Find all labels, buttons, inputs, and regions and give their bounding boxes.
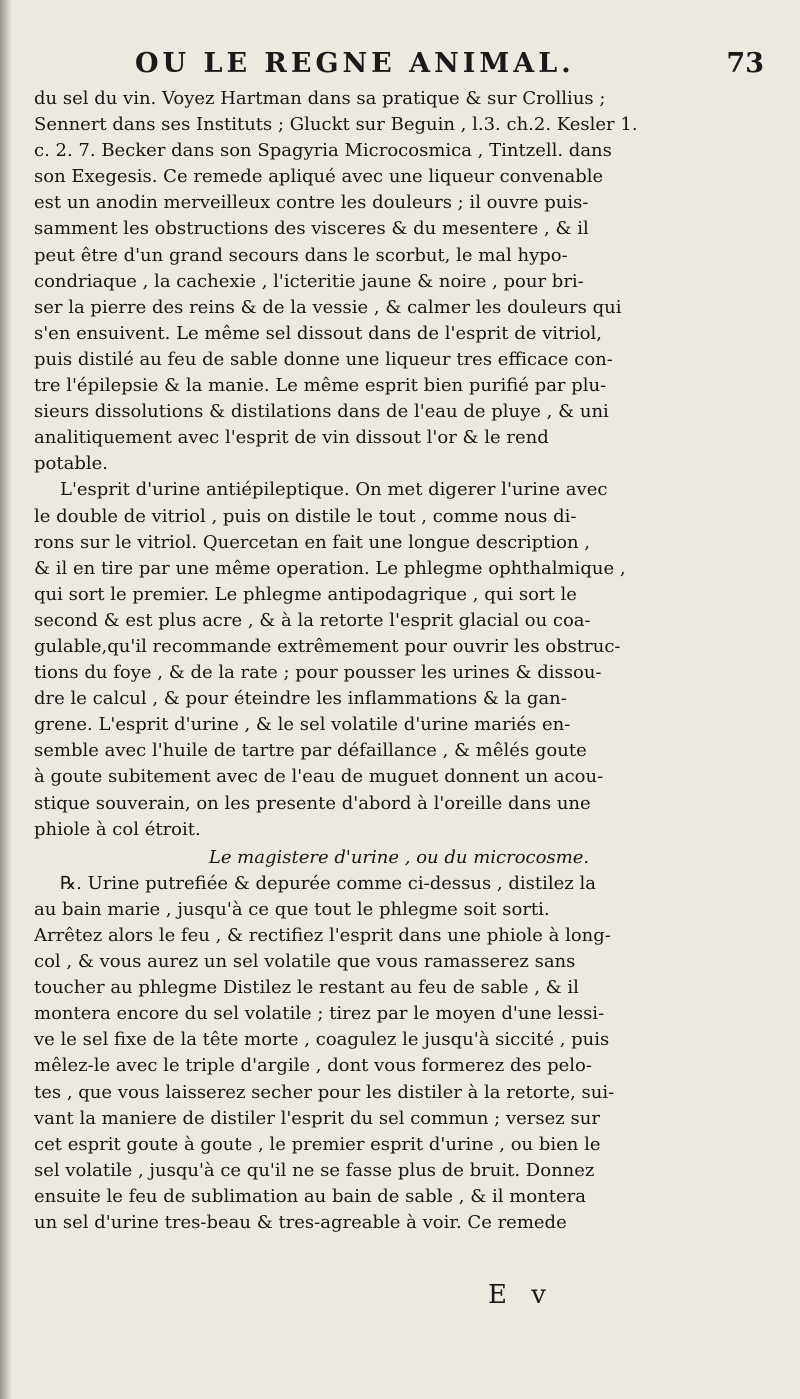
text-line: Sennert dans ses Instituts ; Gluckt sur Beguin , l.3. ch.2. Kesler 1.: [34, 114, 638, 136]
text-line: peut être d'un grand secours dans le scorbut, le mal hypo-: [34, 244, 568, 266]
section-heading: Le magistere d'urine , ou du microcosme.: [208, 846, 590, 868]
text-line: second & est plus acre , & à la retorte l'esprit glacial ou coa-: [34, 609, 591, 631]
text-line: puis distilé au feu de sable donne une liqueur tres efficace con-: [34, 348, 613, 370]
text-line: condriaque , la cachexie , l'icteritie jaune & noire , pour bri-: [34, 270, 584, 292]
text-line: le double de vitriol , puis on distile le tout , comme nous di-: [34, 505, 577, 527]
text-line: qui sort le premier. Le phlegme antipodagrique , qui sort le: [34, 583, 577, 605]
running-head: OU LE REGNE ANIMAL.: [135, 48, 575, 79]
text-line: vant la maniere de distiler l'esprit du sel commun ; versez sur: [34, 1107, 600, 1129]
text-line: dre le calcul , & pour éteindre les inflammations & la gan-: [34, 688, 567, 710]
text-line: mêlez-le avec le triple d'argile , dont vous formerez des pelo-: [34, 1055, 592, 1077]
text-line: Arrêtez alors le feu , & rectifiez l'esprit dans une phiole à long-: [34, 925, 611, 946]
body-text: [34, 86, 764, 1236]
page-number: 73: [726, 48, 764, 79]
text-line: analitiquement avec l'esprit de vin dissout l'or & le rend: [34, 427, 549, 449]
text-line: semble avec l'huile de tartre par défaillance , & mêlés goute: [34, 740, 587, 762]
text-line: rons sur le vitriol. Quercetan en fait une longue description ,: [34, 531, 591, 553]
text-line: montera encore du sel volatile ; tirez par le moyen d'une lessi-: [34, 1003, 605, 1025]
text-line: toucher au phlegme Distilez le restant au feu de sable , & il: [34, 977, 579, 999]
text-line: tions du foye , & de la rate ; pour pousser les urines & dissou-: [34, 662, 602, 684]
page-edge-shadow: [0, 0, 12, 1399]
text-line: un sel d'urine tres-beau & tres-agreable à voir. Ce remede: [34, 1212, 567, 1234]
text-line: est un anodin merveilleux contre les douleurs ; il ouvre puis-: [34, 192, 589, 214]
text-line: sel volatile , jusqu'à ce qu'il ne se fasse plus de bruit. Donnez: [34, 1159, 595, 1181]
text-line: L'esprit d'urine antiépileptique. On met digerer l'urine avec: [60, 479, 608, 501]
catchword: E v: [488, 1280, 554, 1310]
text-line: & il en tire par une même operation. Le phlegme ophthalmique ,: [34, 557, 626, 579]
text-line: ve le sel fixe de la tête morte , coagulez le jusqu'à siccité , puis: [34, 1029, 610, 1051]
text-line: sieurs dissolutions & distilations dans de l'eau de pluye , & uni: [34, 401, 609, 423]
text-line: s'en ensuivent. Le même sel dissout dans de l'esprit de vitriol,: [34, 322, 602, 344]
text-line: c. 2. 7. Becker dans son Spagyria Microcosmica , Tintzell. dans: [34, 140, 612, 162]
text-line: col , & vous aurez un sel volatile que vous ramasserez sans: [34, 951, 576, 973]
text-line: gulable,qu'il recommande extrêmement pour ouvrir les obstruc-: [34, 635, 621, 657]
text-line: ℞. Urine putrefiée & depurée comme ci-dessus , distilez la: [60, 872, 596, 894]
text-line: cet esprit goute à goute , le premier esprit d'urine , ou bien le: [34, 1133, 601, 1155]
text-line: potable.: [34, 453, 108, 475]
page-header: [0, 48, 800, 88]
text-line: samment les obstructions des visceres & du mesentere , & il: [34, 218, 589, 240]
text-line: du sel du vin. Voyez Hartman dans sa pratique & sur Crollius ;: [34, 88, 606, 109]
text-line: phiole à col étroit.: [34, 818, 201, 840]
text-line: tre l'épilepsie & la manie. Le même esprit bien purifié par plu-: [34, 375, 607, 397]
text-line: au bain marie , jusqu'à ce que tout le phlegme soit sorti.: [34, 898, 550, 920]
text-line: à goute subitement avec de l'eau de muguet donnent un acou-: [34, 766, 604, 788]
text-line: tes , que vous laisserez secher pour les distiler à la retorte, sui-: [34, 1081, 615, 1103]
text-line: son Exegesis. Ce remede apliqué avec une liqueur convenable: [34, 166, 604, 188]
text-line: stique souverain, on les presente d'abord à l'oreille dans une: [34, 792, 591, 814]
text-line: grene. L'esprit d'urine , & le sel volatile d'urine mariés en-: [34, 714, 571, 736]
text-line: ensuite le feu de sublimation au bain de sable , & il montera: [34, 1185, 586, 1207]
text-line: ser la pierre des reins & de la vessie , & calmer les douleurs qui: [34, 296, 622, 318]
